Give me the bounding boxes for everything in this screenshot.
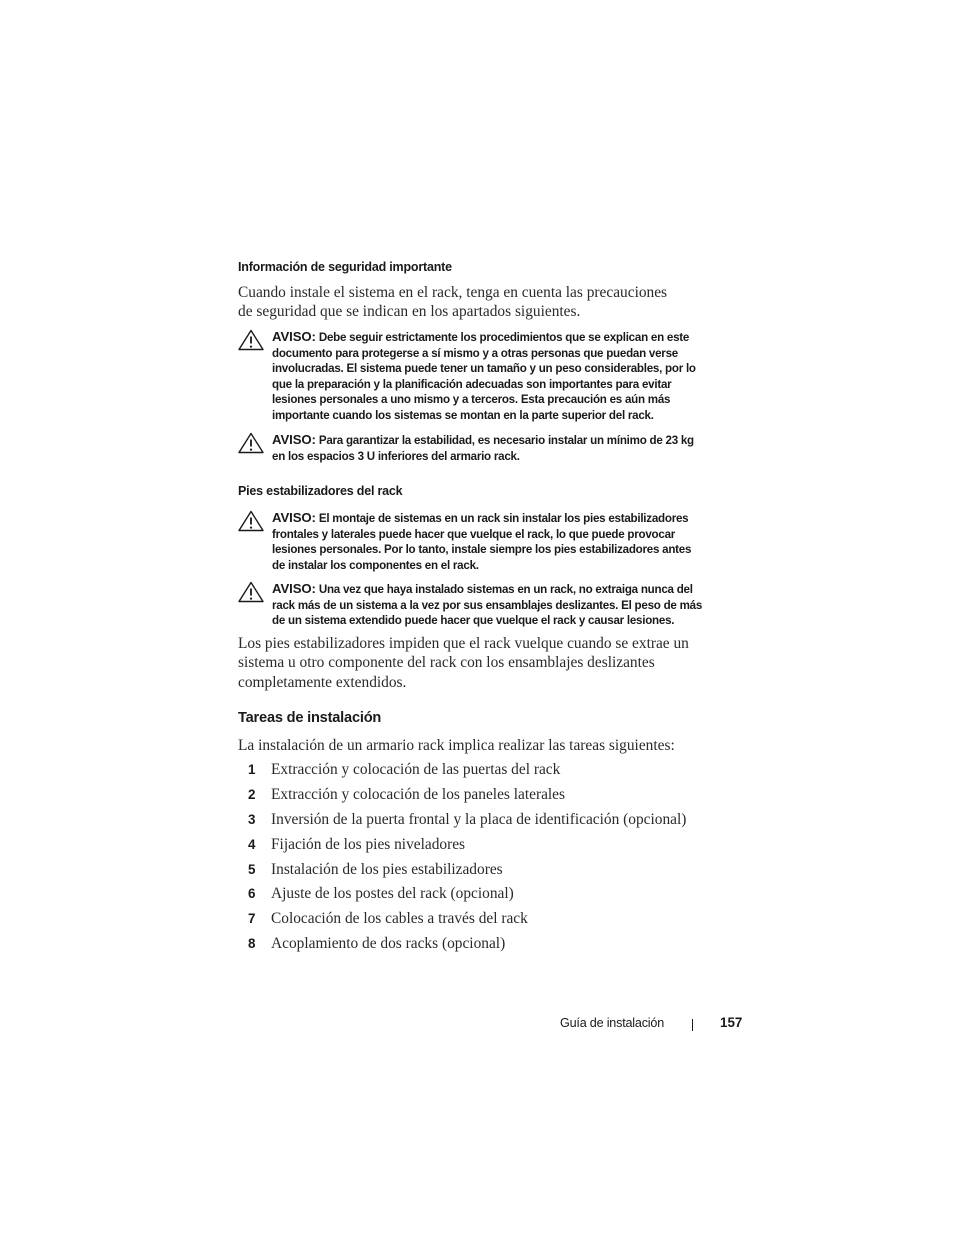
list-item-number: 8 bbox=[248, 936, 256, 951]
list-item-text: Colocación de los cables a través del rack bbox=[271, 910, 528, 927]
warning-text: AVISO: El montaje de sistemas en un rack sin instalar los pies estabilizadores frontales y laterales puede hacer que vuelque el rack, lo que puede provocar lesiones personales. Por lo tanto, instale siempre los pies estabilizadores antes de instalar los componentes en el rack. bbox=[272, 510, 692, 572]
warning-label: AVISO: bbox=[272, 510, 316, 525]
list-item-text: Extracción y colocación de las puertas del rack bbox=[271, 761, 561, 778]
list-item-number: 3 bbox=[248, 812, 256, 827]
list-item-number: 5 bbox=[248, 862, 256, 877]
footer-title: Guía de instalación bbox=[560, 1016, 665, 1030]
safety-intro-line: Cuando instale el sistema en el rack, tenga en cuenta las precauciones bbox=[238, 284, 668, 301]
list-item-text: Extracción y colocación de los paneles laterales bbox=[271, 786, 566, 803]
list-item-number: 7 bbox=[248, 911, 256, 926]
list-item-number: 1 bbox=[248, 762, 256, 777]
safety-intro bbox=[238, 284, 667, 321]
warning-label: AVISO: bbox=[272, 581, 316, 596]
list-item-text: Instalación de los pies estabilizadores bbox=[271, 861, 503, 878]
warning-text: AVISO: Debe seguir estrictamente los procedimientos que se explican en este documento para protegerse a sí mismo y a otras personas que puedan verse involucradas. El sistema puede tener un tamaño y un peso considerables, por lo que la preparación y la planificación adecuadas son importantes para evitar lesiones personales a uno mismo y a terceros. Esta precaución es aún más importante cuando los sistemas se montan en la parte superior del rack. bbox=[272, 329, 696, 422]
list-item-text: Fijación de los pies niveladores bbox=[271, 836, 466, 853]
list-item-text: Acoplamiento de dos racks (opcional) bbox=[271, 935, 506, 952]
warning-triangle-icon bbox=[238, 581, 264, 603]
list-item-number: 2 bbox=[248, 787, 256, 802]
list-item-text: Inversión de la puerta frontal y la placa de identificación (opcional) bbox=[271, 811, 687, 828]
stabilizer-heading: Pies estabilizadores del rack bbox=[238, 484, 403, 498]
tasks-heading: Tareas de instalación bbox=[238, 710, 382, 726]
warning-text: AVISO: Una vez que haya instalado sistemas en un rack, no extraiga nunca del rack más de un sistema a la vez por sus ensamblajes deslizantes. El peso de más de un sistema extendido puede hacer que vuelque el rack y causar lesiones. bbox=[272, 581, 703, 628]
list-item-text: Ajuste de los postes del rack (opcional) bbox=[271, 885, 514, 902]
warning-text: AVISO: Para garantizar la estabilidad, es necesario instalar un mínimo de 23 kg en los espacios 3 U inferiores del armario rack. bbox=[272, 432, 694, 463]
warning-label: AVISO: bbox=[272, 329, 316, 344]
safety-heading: Información de seguridad importante bbox=[238, 260, 452, 274]
stabilizer-paragraph: Los pies estabilizadores impiden que el rack vuelque cuando se extrae un sistema u otro componente del rack con los ensamblajes deslizantes completamente extendidos. bbox=[238, 635, 689, 691]
warning-triangle-icon bbox=[238, 432, 264, 454]
warning-triangle-icon bbox=[238, 510, 264, 532]
safety-intro-line: de seguridad que se indican en los apartados siguientes. bbox=[238, 302, 581, 320]
warning-triangle-icon bbox=[238, 329, 264, 351]
list-item-number: 4 bbox=[248, 837, 256, 852]
page-number: 157 bbox=[720, 1015, 743, 1030]
footer-separator bbox=[692, 1019, 693, 1031]
list-item-number: 6 bbox=[248, 886, 256, 901]
warning-label: AVISO: bbox=[272, 432, 316, 447]
tasks-intro: La instalación de un armario rack implica realizar las tareas siguientes: bbox=[238, 737, 675, 754]
